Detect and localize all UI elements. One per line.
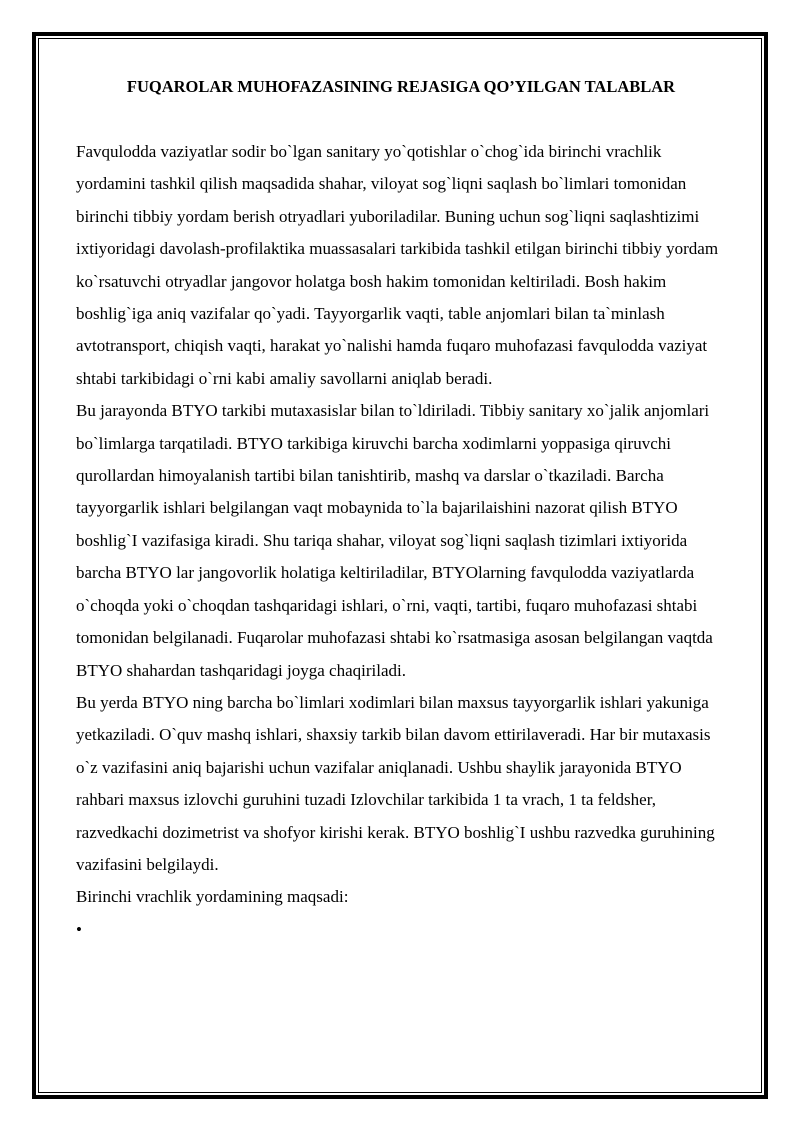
document-title: FUQAROLAR MUHOFAZASINING REJASIGA QO’YILGAN TALABLAR [126, 77, 676, 96]
document-body [76, 74, 726, 946]
paragraph-3: Bu yerda BTYO ning barcha bo`limlari xodimlari bilan maxsus tayyorgarlik ishlari yakuniga yetkaziladi. O`quv mashq ishlari, shaxsiy tarkib bilan davom ettirilaveradi. Har bir mutaxasis o`z vazifasini aniq bajarishi uchun vazifalar aniqlanadi. Ushbu shaylik jarayonida BTYO rahbari maxsus izlovchi guruhini tuzadi Izlovchilar tarkibida 1 ta vrach, 1 ta feldsher, razvedkachi dozimetrist va shofyor kirishi kerak. BTYO boshlig`I ushbu razvedka guruhining vazifasini belgilaydi. [76, 692, 715, 874]
paragraph-2: Bu jarayonda BTYO tarkibi mutaxasislar bilan to`ldiriladi. Tibbiy sanitary xo`jalik anjomlari bo`limlarga tarqatiladi. BTYO tarkibiga kiruvchi barcha xodimlarni yoppasiga qiruvchi qurollardan himoyalanish tartibi bilan tanishtirib, mashq va darslar o`tkaziladi. Barcha tayyorgarlik ishlari belgilangan vaqt mobaynida to`la bajarilaishini nazorat qilish BTYO boshlig`I vazifasiga kiradi. Shu tariqa shahar, viloyat sog`liqni saqlash tizimlari ixtiyorida barcha BTYO lar jangovorlik holatiga keltiriladilar, BTYOlarning favqulodda vaziyatlarda o`choqda yoki o`choqdan tashqaridagi ishlari, o`rni, vaqti, tartibi, fuqaro muhofazasi shtabi tomonidan belgilanadi. Fuqarolar muhofazasi shtabi ko`rsatmasiga asosan belgilangan vaqtda BTYO shahardan tashqaridagi joyga chaqiriladi. [76, 401, 713, 680]
bullet-point: • [76, 919, 82, 939]
paragraph-1: Favqulodda vaziyatlar sodir bo`lgan sanitary yo`qotishlar o`chog`ida birinchi vrachlik yordamini tashkil qilish maqsadida shahar, viloyat sog`liqni saqlash bo`limlari tomonidan birinchi tibbiy yordam berish otryadlari yuboriladilar. Buning uchun sog`liqni saqlashtizimi ixtiyoridagi davolash-profilaktika muassasalari tarkibida tashkil etilgan birinchi tibbiy yordam ko`rsatuvchi otryadlar jangovor holatga bosh hakim tomonidan keltiriladi. Bosh hakim boshlig`iga aniq vazifalar qo`yadi. Tayyorgarlik vaqti, table anjomlari bilan ta`minlash avtotransport, chiqish vaqti, harakat yo`nalishi hamda fuqaro muhofazasi favqulodda vaziyat shtabi tarkibidagi o`rni kabi amaliy savollarni aniqlab beradi. [76, 142, 719, 388]
paragraph-4: Birinchi vrachlik yordamining maqsadi: [76, 887, 349, 907]
